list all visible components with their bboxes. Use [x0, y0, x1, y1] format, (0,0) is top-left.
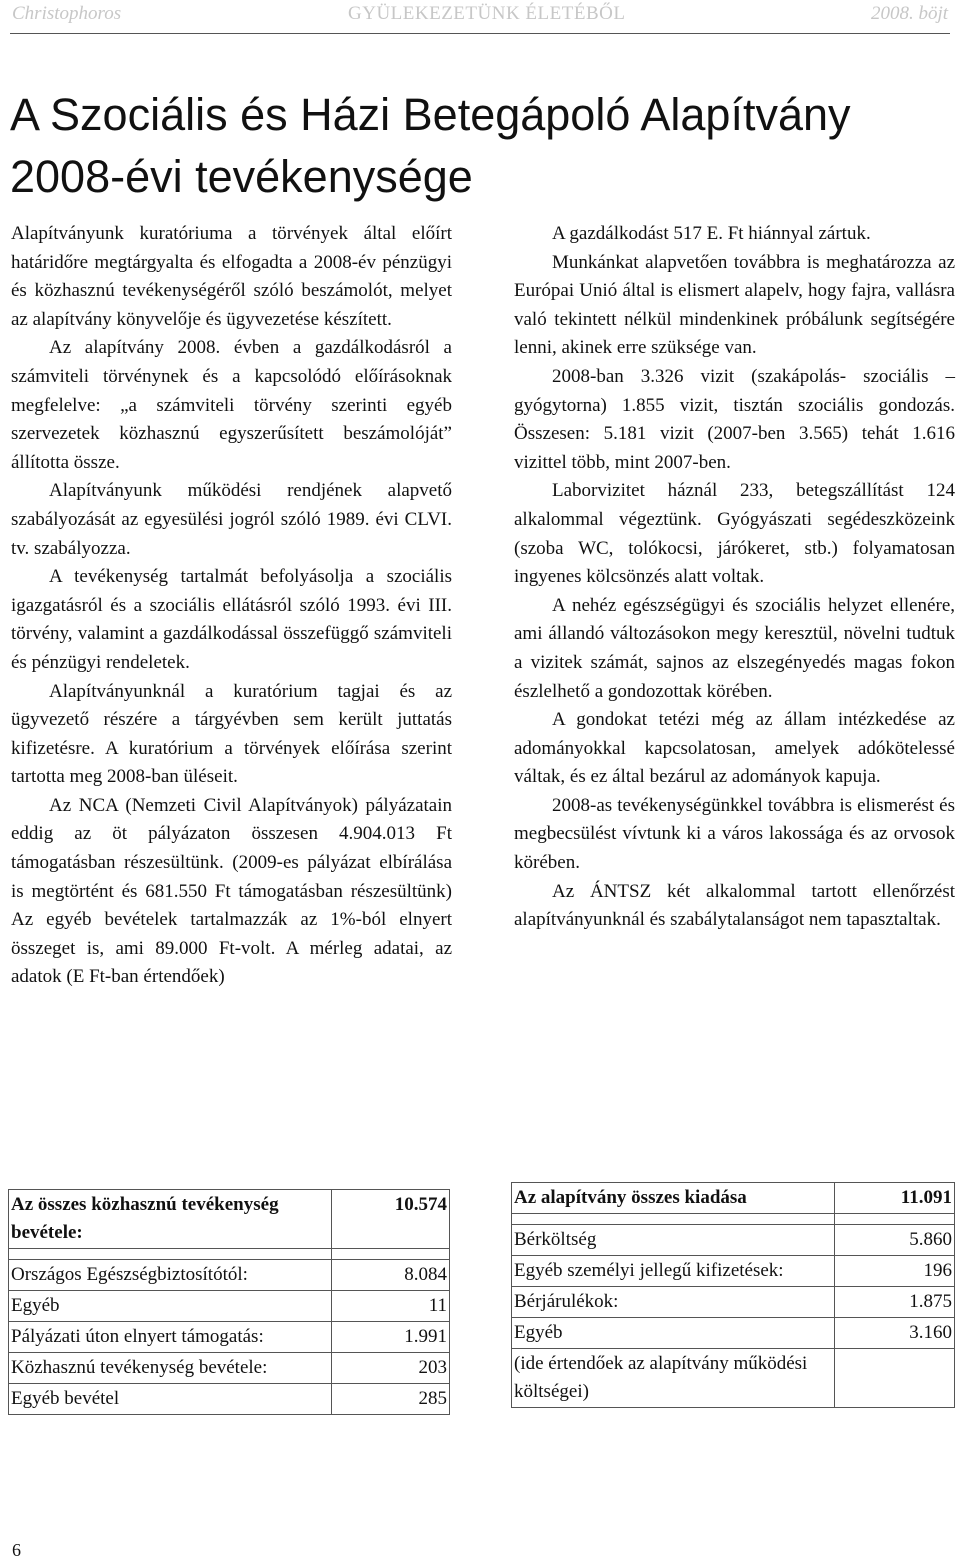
spacer-cell — [512, 1214, 835, 1225]
article-title: A Szociális és Házi Betegápoló Alapítvány 2008-évi tevékenysége — [10, 89, 851, 202]
table-row — [512, 1349, 955, 1408]
row-label: Bérjárulékok: — [512, 1287, 835, 1318]
page-number: 6 — [12, 1540, 21, 1560]
table-spacer — [9, 1249, 450, 1260]
paragraph: Alapítványunknál a kuratórium tagjai és az ügyvezető részére a tárgyévben sem került juttatás kifizetésre. A kuratórium a törvények előírása szerint tartotta meg 2008-ban üléseit. — [11, 680, 452, 788]
row-value: 1.991 — [332, 1322, 450, 1353]
table-row — [512, 1225, 955, 1256]
income-total-value: 10.574 — [332, 1190, 450, 1249]
row-label: Országos Egészségbiztosítótól: — [9, 1260, 332, 1291]
paragraph: 2008-as tevékenységünkkel továbbra is elismerést és megbecsülést vívtunk ki a város lakossága és az orvosok körében. — [514, 794, 955, 874]
paragraph: Alapítványunk kuratóriuma a törvények által előírt határidőre megtárgyalta és elfogadta a 2008-év pénzügyi és közhasznú tevékenységéről szóló beszámolót, melyet az alapítvány könyvelője és ügyvezetése készített. — [11, 223, 452, 330]
header-issue: 2008. böjt — [870, 3, 948, 24]
income-total-row — [9, 1190, 450, 1249]
row-value: 11 — [332, 1291, 450, 1322]
table-row — [9, 1384, 450, 1415]
table-row — [512, 1256, 955, 1287]
spacer-cell — [332, 1249, 450, 1260]
row-label: Közhasznú tevékenység bevétele: — [9, 1353, 332, 1384]
left-column — [11, 220, 452, 992]
paragraph: A tevékenység tartalmát befolyásolja a szociális igazgatásról és a szociális ellátásról szóló 1993. évi III. törvény, valamint a gazdálkodással összefüggő számviteli és pénzügyi rendeletek. — [11, 566, 452, 673]
paragraph: Alapítványunk működési rendjének alapvető szabályozását az egyesülési jogról szóló 1989. évi CLVI. tv. szabályozza. — [11, 480, 452, 559]
paragraph: 2008-ban 3.326 vizit (szakápolás- szociális – gyógytorna) 1.855 vizit, tisztán szociális gondozás. Összesen: 5.181 vizit (2007-ben 3.565) tehát 1.616 vizittel több, mint 2007-ben. — [514, 365, 955, 473]
row-label: Egyéb — [9, 1291, 332, 1322]
row-value: 285 — [332, 1384, 450, 1415]
income-table — [8, 1189, 450, 1415]
running-header — [0, 0, 960, 34]
paragraph: A gazdálkodást 517 E. Ft hiánnyal zártuk. — [552, 223, 871, 244]
paragraph: A gondokat tetézi még az állam intézkedése az adományokkal kapcsolatosan, amelyek adókötelessé váltak, és ez által bezárul az adományok kapuja. — [514, 709, 955, 788]
row-value: 203 — [332, 1353, 450, 1384]
table-row — [9, 1291, 450, 1322]
table-spacer — [512, 1214, 955, 1225]
row-value: 1.875 — [835, 1287, 955, 1318]
table-row — [512, 1287, 955, 1318]
expense-total-row — [512, 1183, 955, 1214]
right-column — [514, 220, 955, 935]
paragraph: Az alapítvány 2008. évben a gazdálkodásról a számviteli törvénynek és a kapcsolódó előírásoknak megfelelve: „a számviteli törvény szerinti egyéb szervezetek közhasznú egyszerűsített beszámolóját” állította össze. — [11, 337, 452, 473]
row-label: (ide értendőek az alapítvány működési költségei) — [512, 1349, 835, 1408]
table-row — [512, 1318, 955, 1349]
header-publication-name: Christophoros — [12, 3, 122, 24]
paragraph: Az NCA (Nemzeti Civil Alapítványok) pályázatain eddig az öt pályázaton összesen 4.904.013 Ft támogatásban részesültünk. (2009-es pályázat elbírálása is megtörtént és 681.550 Ft támogatásban részesültünk) Az egyéb bevételek tartalmazzák az 1%-ból elnyert összeget is, ami 89.000 Ft-volt. A mérleg adatai, az adatok (E Ft-ban értendőek) — [11, 794, 452, 988]
table-row — [9, 1353, 450, 1384]
spacer-cell — [9, 1249, 332, 1260]
row-value: 8.084 — [332, 1260, 450, 1291]
expense-total-value: 11.091 — [835, 1183, 955, 1214]
row-value — [835, 1349, 955, 1408]
paragraph: Laborvizitet háznál 233, betegszállítást 124 alkalommal végeztünk. Gyógyászati segédeszközeink (szoba WC, tolókocsi, járókeret, stb.) folyamatosan ingyenes kölcsönzés alatt voltak. — [514, 480, 955, 588]
paragraph: A nehéz egészségügyi és szociális helyzet ellenére, ami állandó változásokon megy keresztül, növelni tudtuk a vizitek számát, sajnos az elszegényedés magas fokon észlelhető a gondozottak körében. — [514, 594, 955, 702]
spacer-cell — [835, 1214, 955, 1225]
row-label: Egyéb személyi jellegű kifizetések: — [512, 1256, 835, 1287]
income-total-label: Az összes közhasznú tevékenység bevétele: — [9, 1190, 332, 1249]
header-section-name: GYÜLEKEZETÜNK ÉLETÉBŐL — [348, 3, 626, 24]
row-label: Pályázati úton elnyert támogatás: — [9, 1322, 332, 1353]
paragraph: Munkánkat alapvetően továbbra is meghatározza az Európai Unió által is elismert alapelv, hogy fajra, vallásra való tekintett nélkül mindenkinek próbálunk segítségére lenni, akinek erre szüksége van. — [514, 251, 955, 359]
paragraph: Az ÁNTSZ két alkalommal tartott ellenőrzést alapítványunknál és szabálytalanságot nem tapasztaltak. — [514, 880, 955, 931]
row-value: 3.160 — [835, 1318, 955, 1349]
header-divider — [10, 33, 950, 34]
row-label: Egyéb bevétel — [9, 1384, 332, 1415]
table-row — [9, 1322, 450, 1353]
expense-table — [511, 1182, 955, 1408]
row-label: Egyéb — [512, 1318, 835, 1349]
row-label: Bérköltség — [512, 1225, 835, 1256]
row-value: 5.860 — [835, 1225, 955, 1256]
table-row — [9, 1260, 450, 1291]
expense-total-label: Az alapítvány összes kiadása — [512, 1183, 835, 1214]
row-value: 196 — [835, 1256, 955, 1287]
